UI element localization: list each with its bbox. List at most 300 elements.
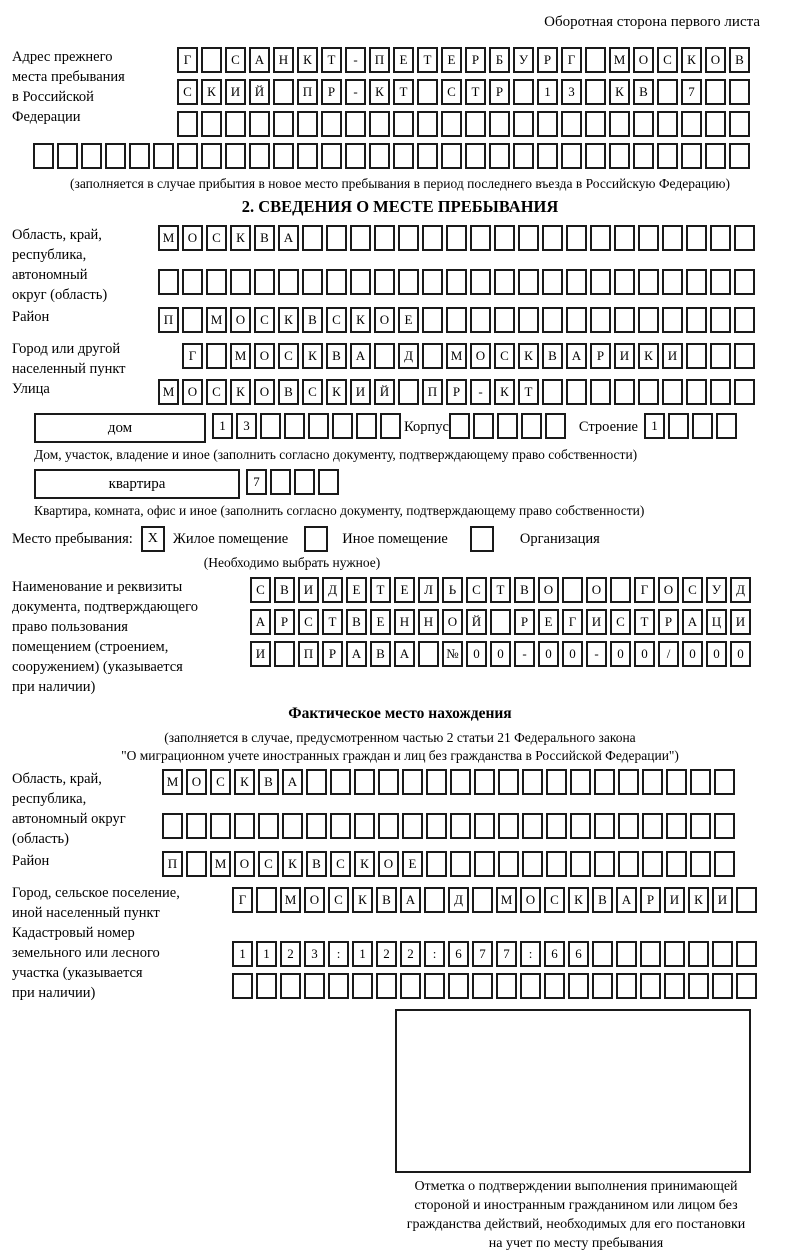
char-box: [380, 413, 401, 439]
char-box: [302, 225, 323, 251]
char-box: [570, 813, 591, 839]
char-box: [705, 111, 726, 137]
cadastral-rows: [232, 941, 760, 1005]
label-line: Федерации: [12, 109, 81, 125]
char-box: [225, 143, 246, 169]
char-box: [57, 143, 78, 169]
char-box: [306, 769, 327, 795]
char-box: [326, 269, 347, 295]
char-box: Л: [418, 577, 439, 603]
char-box: А: [566, 343, 587, 369]
char-box: [681, 143, 702, 169]
char-box: [448, 973, 469, 999]
char-box: 1: [537, 79, 558, 105]
char-box: 0: [682, 641, 703, 667]
label-line: участка (указывается: [12, 965, 143, 981]
char-box: [441, 143, 462, 169]
char-box: [424, 887, 445, 913]
char-box: [664, 973, 685, 999]
char-row: [644, 413, 740, 439]
previous-address-note: (заполняется в случае прибытия в новое место пребывания в период последнего въезда в Российскую Федерацию): [69, 176, 731, 191]
char-box: Г: [634, 577, 655, 603]
char-row: [162, 769, 738, 795]
char-box: [714, 769, 735, 795]
char-box: Т: [417, 47, 438, 73]
char-box: [450, 769, 471, 795]
document-block: [12, 577, 788, 697]
char-box: К: [282, 851, 303, 877]
char-box: В: [258, 769, 279, 795]
char-box: М: [609, 47, 630, 73]
char-box: Е: [370, 609, 391, 635]
char-box: О: [633, 47, 654, 73]
char-box: [513, 111, 534, 137]
char-row: [449, 413, 569, 439]
char-box: [585, 47, 606, 73]
char-box: [446, 225, 467, 251]
char-box: [618, 769, 639, 795]
label-line: Город, сельское поселение,: [12, 885, 180, 901]
char-box: [494, 269, 515, 295]
char-box: [422, 269, 443, 295]
char-row: [158, 307, 758, 333]
char-box: :: [520, 941, 541, 967]
actual-location-note-1: (заполняется в случае, предусмотренном частью 2 статьи 21 Федерального закона: [164, 730, 636, 745]
char-box: [568, 973, 589, 999]
char-box: [417, 111, 438, 137]
char-box: 3: [236, 413, 257, 439]
char-box: Е: [393, 47, 414, 73]
char-box: С: [298, 609, 319, 635]
char-box: 1: [644, 413, 665, 439]
char-box: А: [350, 343, 371, 369]
char-box: В: [254, 225, 275, 251]
char-box: [518, 307, 539, 333]
char-box: [712, 941, 733, 967]
char-box: К: [302, 343, 323, 369]
char-box: Б: [489, 47, 510, 73]
char-box: К: [326, 379, 347, 405]
char-box: В: [278, 379, 299, 405]
char-box: О: [186, 769, 207, 795]
char-box: Т: [490, 577, 511, 603]
char-box: 7: [681, 79, 702, 105]
char-box: [398, 269, 419, 295]
previous-address-block: [12, 47, 788, 143]
char-box: [450, 813, 471, 839]
char-box: С: [206, 225, 227, 251]
char-box: [681, 111, 702, 137]
char-box: [666, 851, 687, 877]
char-box: [710, 307, 731, 333]
char-box: [585, 111, 606, 137]
char-box: [638, 307, 659, 333]
char-box: [690, 813, 711, 839]
char-box: [398, 379, 419, 405]
char-box: С: [326, 307, 347, 333]
char-box: [354, 813, 375, 839]
char-box: [474, 813, 495, 839]
checkbox-organization: [470, 526, 494, 552]
char-box: [201, 47, 222, 73]
label-line: республика,: [12, 247, 87, 263]
char-box: О: [254, 379, 275, 405]
char-box: Т: [634, 609, 655, 635]
char-box: [633, 143, 654, 169]
char-box: О: [378, 851, 399, 877]
char-box: И: [730, 609, 751, 635]
char-box: [736, 887, 757, 913]
char-box: [614, 269, 635, 295]
char-box: 2: [400, 941, 421, 967]
actual-city-block: [12, 883, 788, 923]
char-box: [465, 111, 486, 137]
char-box: [542, 307, 563, 333]
char-box: [417, 143, 438, 169]
char-box: В: [370, 641, 391, 667]
label-line: право пользования: [12, 619, 128, 635]
label-line: Адрес прежнего: [12, 49, 113, 65]
char-box: В: [592, 887, 613, 913]
char-box: К: [201, 79, 222, 105]
char-box: [716, 413, 737, 439]
char-box: В: [306, 851, 327, 877]
char-box: М: [206, 307, 227, 333]
char-box: И: [225, 79, 246, 105]
char-box: [729, 79, 750, 105]
char-box: П: [297, 79, 318, 105]
label-line: населенный пункт: [12, 361, 126, 377]
confirmation-note: [372, 1177, 780, 1253]
char-box: [666, 769, 687, 795]
char-box: [402, 769, 423, 795]
char-box: [297, 143, 318, 169]
char-box: П: [369, 47, 390, 73]
char-box: [542, 269, 563, 295]
char-box: [498, 769, 519, 795]
char-row: [182, 343, 758, 369]
char-box: Т: [370, 577, 391, 603]
char-box: -: [514, 641, 535, 667]
char-box: [729, 143, 750, 169]
char-box: Е: [441, 47, 462, 73]
char-box: [332, 413, 353, 439]
char-box: О: [230, 307, 251, 333]
char-box: [594, 851, 615, 877]
char-box: 0: [706, 641, 727, 667]
char-box: 1: [212, 413, 233, 439]
char-box: [473, 413, 494, 439]
char-box: К: [638, 343, 659, 369]
label-line: документа, подтверждающего: [12, 599, 198, 615]
char-box: [590, 225, 611, 251]
label-line: Город или другой: [12, 341, 121, 357]
char-box: К: [230, 225, 251, 251]
char-box: [561, 143, 582, 169]
char-box: К: [354, 851, 375, 877]
char-box: [254, 269, 275, 295]
char-box: [450, 851, 471, 877]
char-box: [441, 111, 462, 137]
char-box: [232, 973, 253, 999]
char-box: [521, 413, 542, 439]
char-box: [249, 111, 270, 137]
char-box: [352, 973, 373, 999]
char-box: С: [544, 887, 565, 913]
char-box: [350, 269, 371, 295]
char-box: В: [326, 343, 347, 369]
char-box: К: [609, 79, 630, 105]
char-box: О: [705, 47, 726, 73]
char-box: [585, 143, 606, 169]
char-box: В: [542, 343, 563, 369]
char-box: О: [304, 887, 325, 913]
char-box: К: [494, 379, 515, 405]
label-line: (область): [12, 831, 69, 847]
char-box: 6: [448, 941, 469, 967]
char-box: :: [328, 941, 349, 967]
char-box: [330, 769, 351, 795]
char-box: Р: [537, 47, 558, 73]
label-line: Область, край,: [12, 227, 102, 243]
actual-region-label: [12, 769, 162, 849]
char-box: В: [302, 307, 323, 333]
char-box: [520, 973, 541, 999]
char-box: [177, 111, 198, 137]
char-box: А: [282, 769, 303, 795]
stay-type-row: [12, 525, 788, 553]
char-box: [225, 111, 246, 137]
char-box: А: [249, 47, 270, 73]
char-box: 6: [544, 941, 565, 967]
char-box: Й: [249, 79, 270, 105]
char-box: [734, 379, 755, 405]
char-box: 2: [280, 941, 301, 967]
char-box: [105, 143, 126, 169]
char-box: С: [254, 307, 275, 333]
label-line: помещением (строением,: [12, 639, 169, 655]
char-row: [246, 469, 342, 495]
label-line: места пребывания: [12, 69, 125, 85]
char-box: [590, 269, 611, 295]
char-box: Й: [374, 379, 395, 405]
char-box: [422, 307, 443, 333]
char-row: [177, 111, 753, 137]
char-box: О: [586, 577, 607, 603]
char-box: [402, 813, 423, 839]
char-box: [522, 769, 543, 795]
char-box: [498, 851, 519, 877]
label-line: Наименование и реквизиты: [12, 579, 183, 595]
char-box: [81, 143, 102, 169]
char-box: [273, 111, 294, 137]
char-box: [206, 269, 227, 295]
char-box: И: [664, 887, 685, 913]
char-box: О: [234, 851, 255, 877]
char-box: [304, 973, 325, 999]
char-box: С: [330, 851, 351, 877]
char-box: [474, 769, 495, 795]
char-box: С: [250, 577, 271, 603]
char-box: [688, 941, 709, 967]
char-box: [710, 269, 731, 295]
city-block: [12, 339, 788, 379]
char-box: [494, 225, 515, 251]
char-box: К: [518, 343, 539, 369]
char-box: Д: [730, 577, 751, 603]
char-box: А: [250, 609, 271, 635]
char-box: Г: [182, 343, 203, 369]
char-box: С: [466, 577, 487, 603]
char-box: [522, 851, 543, 877]
char-box: [537, 111, 558, 137]
actual-location-note-2: "О миграционном учете иностранных граждан и лиц без гражданства в Российской Федерации"): [121, 748, 679, 763]
char-box: [374, 343, 395, 369]
char-box: [302, 269, 323, 295]
district-block: [12, 307, 788, 339]
char-box: В: [346, 609, 367, 635]
char-box: 0: [634, 641, 655, 667]
char-box: [230, 269, 251, 295]
char-box: 0: [610, 641, 631, 667]
char-box: [518, 269, 539, 295]
char-box: 0: [538, 641, 559, 667]
char-box: [657, 79, 678, 105]
char-box: [570, 851, 591, 877]
char-box: 0: [490, 641, 511, 667]
char-box: [657, 111, 678, 137]
char-box: О: [182, 225, 203, 251]
char-box: О: [182, 379, 203, 405]
char-box: [321, 143, 342, 169]
label-line: Область, край,: [12, 771, 102, 787]
char-box: А: [394, 641, 415, 667]
char-box: [422, 343, 443, 369]
char-box: [546, 851, 567, 877]
char-box: [489, 111, 510, 137]
char-box: Ц: [706, 609, 727, 635]
label-line: автономный округ: [12, 811, 126, 827]
char-box: [513, 79, 534, 105]
char-box: П: [158, 307, 179, 333]
apartment-block: [12, 469, 788, 501]
char-box: [449, 413, 470, 439]
char-box: [668, 413, 689, 439]
char-box: [544, 973, 565, 999]
char-box: М: [280, 887, 301, 913]
char-box: [497, 413, 518, 439]
char-box: С: [278, 343, 299, 369]
char-box: К: [234, 769, 255, 795]
char-box: [186, 813, 207, 839]
label-line: республика,: [12, 791, 87, 807]
char-box: Д: [398, 343, 419, 369]
char-box: [210, 813, 231, 839]
char-box: [642, 813, 663, 839]
char-box: [498, 813, 519, 839]
char-box: [686, 343, 707, 369]
char-box: В: [376, 887, 397, 913]
char-box: О: [470, 343, 491, 369]
actual-district-block: [12, 851, 788, 883]
char-box: Е: [394, 577, 415, 603]
char-row: [250, 609, 754, 635]
char-box: В: [274, 577, 295, 603]
char-box: Р: [321, 79, 342, 105]
char-box: [614, 307, 635, 333]
char-box: П: [298, 641, 319, 667]
char-box: Е: [398, 307, 419, 333]
char-row: [232, 941, 760, 967]
char-box: А: [616, 887, 637, 913]
char-box: [374, 269, 395, 295]
char-box: И: [662, 343, 683, 369]
char-box: В: [729, 47, 750, 73]
char-box: К: [681, 47, 702, 73]
char-box: [378, 769, 399, 795]
char-box: М: [162, 769, 183, 795]
char-box: [609, 111, 630, 137]
char-box: [664, 941, 685, 967]
char-box: 2: [376, 941, 397, 967]
char-box: [562, 577, 583, 603]
char-box: К: [350, 307, 371, 333]
char-box: 7: [246, 469, 267, 495]
char-box: [356, 413, 377, 439]
street-label: Улица: [12, 381, 50, 397]
cadastral-block: [12, 923, 788, 1005]
char-box: [426, 769, 447, 795]
actual-region-rows: [162, 769, 738, 845]
char-box: [662, 269, 683, 295]
char-box: [692, 413, 713, 439]
char-box: Н: [394, 609, 415, 635]
char-box: [590, 307, 611, 333]
char-box: [705, 79, 726, 105]
char-box: У: [513, 47, 534, 73]
document-label: [12, 577, 250, 697]
char-box: [308, 413, 329, 439]
char-box: М: [230, 343, 251, 369]
char-box: Т: [393, 79, 414, 105]
char-row-overflow: [33, 143, 788, 169]
house-block: [12, 413, 788, 445]
char-box: [542, 225, 563, 251]
char-box: К: [369, 79, 390, 105]
char-box: [657, 143, 678, 169]
char-box: [546, 769, 567, 795]
char-box: С: [177, 79, 198, 105]
char-box: [638, 379, 659, 405]
char-box: [350, 225, 371, 251]
char-box: [153, 143, 174, 169]
char-box: Т: [465, 79, 486, 105]
char-box: [561, 111, 582, 137]
char-box: Й: [466, 609, 487, 635]
char-box: [662, 225, 683, 251]
char-box: [714, 851, 735, 877]
char-box: [273, 79, 294, 105]
char-box: [470, 307, 491, 333]
char-row: [232, 887, 760, 913]
char-box: [542, 379, 563, 405]
char-box: С: [441, 79, 462, 105]
char-box: -: [470, 379, 491, 405]
char-box: [662, 379, 683, 405]
char-row: [177, 79, 753, 105]
char-box: 1: [256, 941, 277, 967]
char-box: Д: [448, 887, 469, 913]
